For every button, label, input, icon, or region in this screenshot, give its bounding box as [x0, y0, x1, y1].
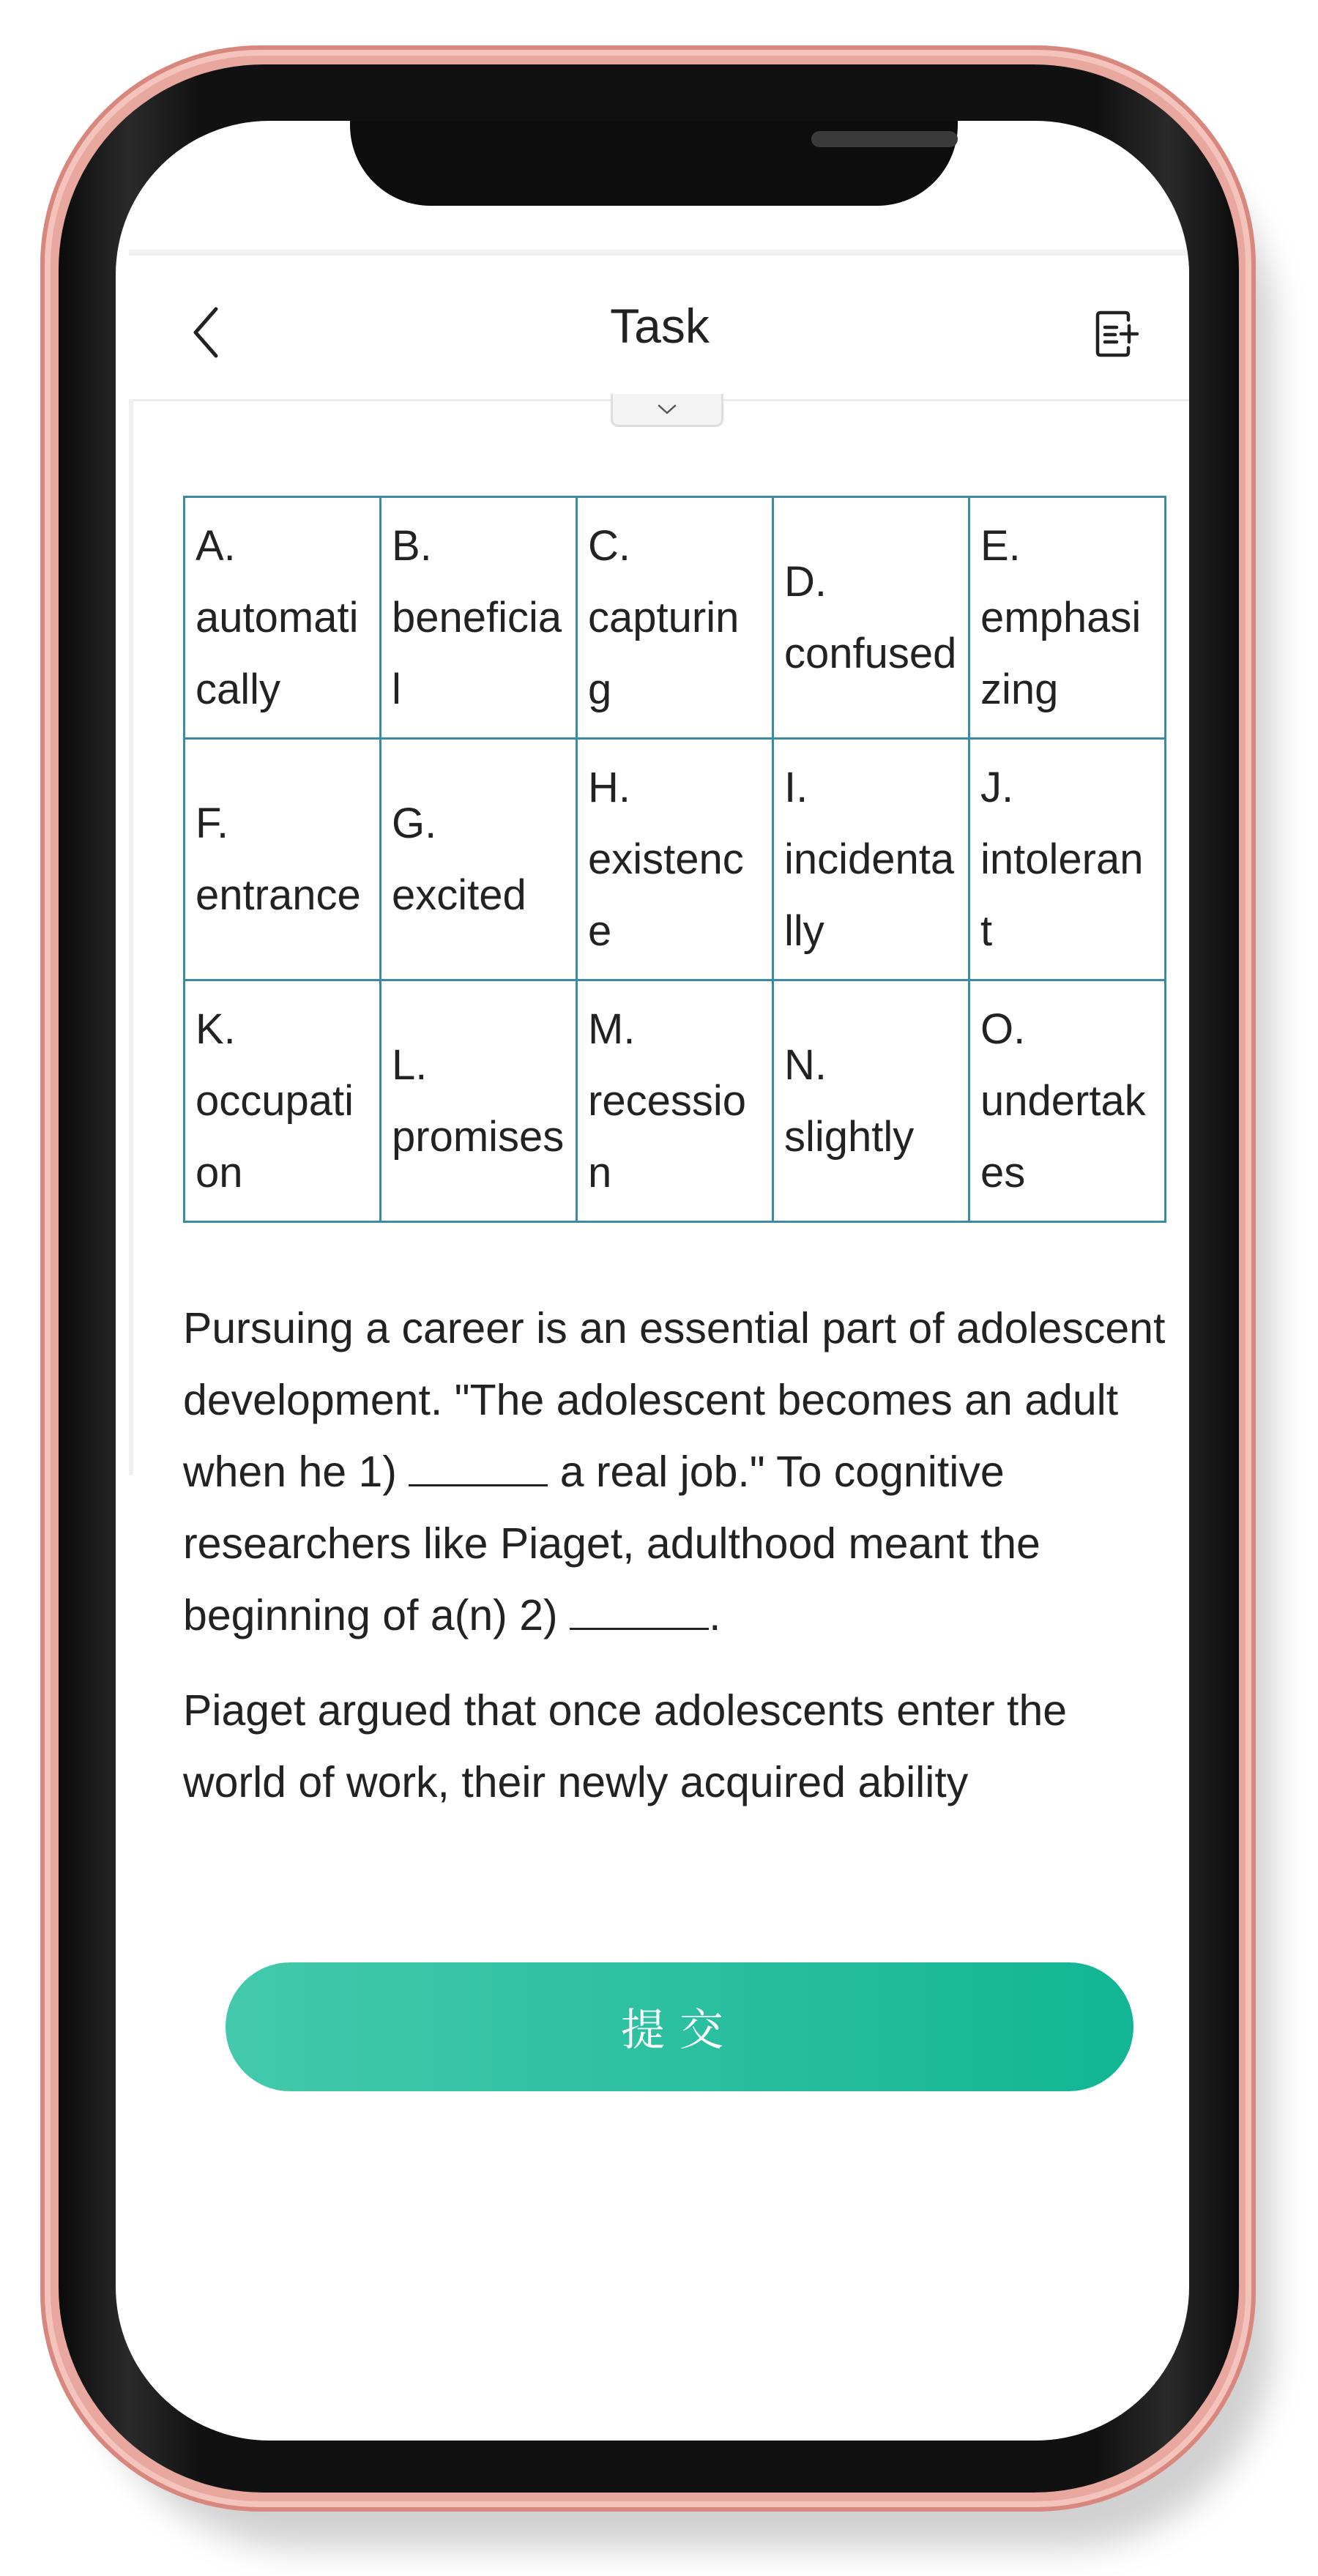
passage-paragraph-2: Piaget argued that once adolescents enter the world of work, their newly acquired ability: [183, 1686, 1068, 1806]
status-divider: [129, 250, 1189, 256]
collapse-handle[interactable]: [611, 394, 723, 427]
word-option-c[interactable]: C. capturing: [577, 497, 773, 739]
table-row: [185, 980, 1166, 1222]
answer-blank-2[interactable]: [570, 1584, 709, 1630]
word-option-d[interactable]: D. confused: [773, 497, 969, 739]
table-row: [185, 739, 1166, 980]
phone-screen: [116, 121, 1189, 2441]
word-option-m[interactable]: M. recession: [577, 980, 773, 1222]
page-title: Task: [610, 299, 710, 353]
nav-bar: [129, 256, 1189, 401]
word-option-f[interactable]: F. entrance: [185, 739, 381, 980]
word-bank-table: [183, 496, 1166, 1223]
submit-button[interactable]: 提交: [226, 1962, 1133, 2091]
word-option-e[interactable]: E. emphasizing: [969, 497, 1166, 739]
passage-paragraph-1: Pursuing a career is an essential part of adolescent development. "The adolescent becomes an adult when he 1) a real job." To cognitive researchers like Piaget, adulthood meant the beginning of a(n) 2) .: [183, 1304, 1166, 1639]
left-divider: [129, 399, 133, 1475]
word-option-k[interactable]: K. occupation: [185, 980, 381, 1222]
camera-notch: [350, 121, 958, 206]
word-option-h[interactable]: H. existence: [577, 739, 773, 980]
document-add-icon: [1095, 310, 1140, 358]
word-option-i[interactable]: I. incidentally: [773, 739, 969, 980]
answer-sheet-button[interactable]: [1088, 301, 1147, 367]
word-option-n[interactable]: N. slightly: [773, 980, 969, 1222]
reading-passage: [183, 1292, 1179, 1842]
word-option-o[interactable]: O. undertakes: [969, 980, 1166, 1222]
word-option-b[interactable]: B. beneficial: [381, 497, 577, 739]
word-option-l[interactable]: L. promises: [381, 980, 577, 1222]
word-option-g[interactable]: G. excited: [381, 739, 577, 980]
chevron-down-icon: [658, 404, 677, 414]
answer-blank-1[interactable]: [409, 1440, 548, 1486]
word-option-j[interactable]: J. intolerant: [969, 739, 1166, 980]
table-row: [185, 497, 1166, 739]
speaker-grille: [811, 131, 958, 147]
word-option-a[interactable]: A. automatically: [185, 497, 381, 739]
